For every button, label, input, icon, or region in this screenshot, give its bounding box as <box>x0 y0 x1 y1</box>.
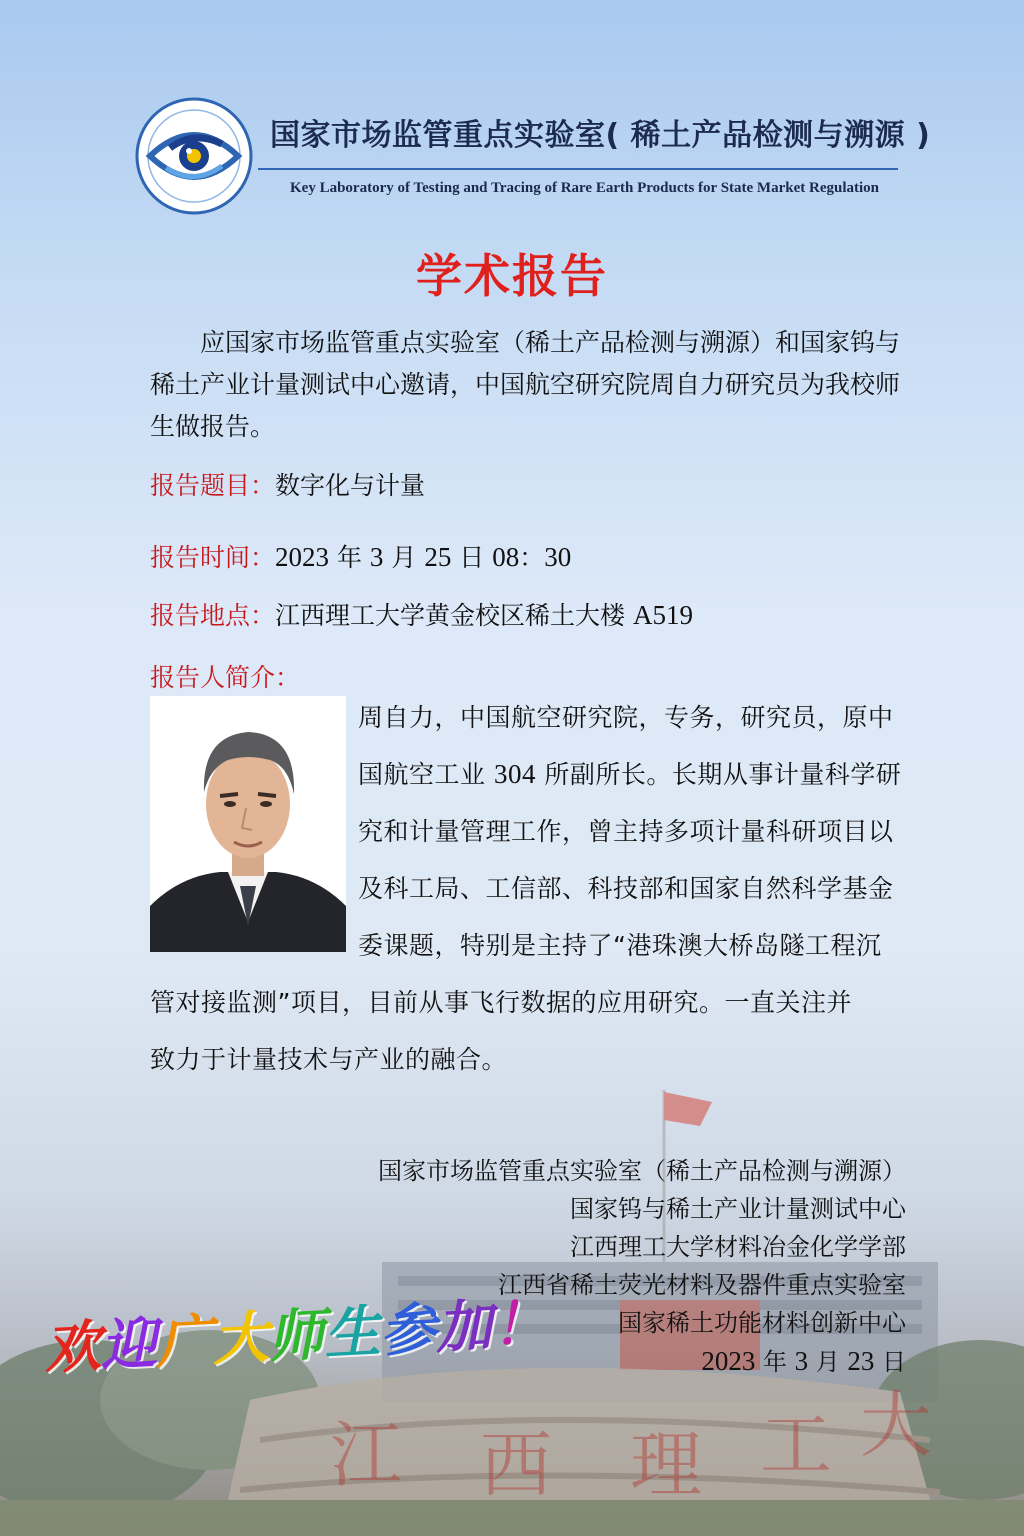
bio-line: 究和计量管理工作，曾主持多项计量科研项目以 <box>358 817 894 846</box>
bio-line: 管对接监测”项目，目前从事飞行数据的应用研究。一直关注并 <box>150 988 852 1017</box>
speaker-photo <box>150 696 346 952</box>
signature-line: 国家钨与稀土产业计量测试中心 <box>570 1195 906 1223</box>
bio-label: 报告人简介： <box>150 663 301 692</box>
svg-text:江: 江 <box>330 1413 403 1497</box>
speaker-portrait-icon <box>150 696 346 952</box>
welcome-char: 广 <box>154 1308 215 1377</box>
page-title: 学术报告 <box>416 249 608 303</box>
bio-line: 及科工局、工信部、科技部和国家自然科学基金 <box>358 874 894 903</box>
welcome-char: ！ <box>490 1290 550 1359</box>
svg-text:大: 大 <box>860 1383 933 1467</box>
time-row <box>150 538 571 574</box>
svg-text:理: 理 <box>630 1423 703 1507</box>
place-value: 江西理工大学黄金校区稀土大楼 A519 <box>275 600 693 630</box>
welcome-char: 加 <box>434 1293 494 1362</box>
bio-line: 国航空工业 304 所副所长。长期从事计量科学研 <box>358 759 902 789</box>
bio-line: 委课题，特别是主持了“港珠澳大桥岛隧工程沉 <box>358 931 882 960</box>
topic-value: 数字化与计量 <box>275 471 426 500</box>
welcome-char: 师 <box>266 1302 326 1371</box>
svg-text:工: 工 <box>760 1403 833 1487</box>
intro-paragraph: 应国家市场监管重点实验室（稀土产品检测与溯源）和国家钨与稀土产业计量测试中心邀请，中国航空研究院周自力研究员为我校师生做报告。 <box>150 328 901 441</box>
place-label: 报告地点： <box>150 601 276 630</box>
topic-label: 报告题目： <box>150 471 276 500</box>
signature-date: 2023 年 3 月 23 日 <box>701 1346 906 1376</box>
welcome-char: 大 <box>210 1305 270 1374</box>
signature-line: 江西理工大学材料冶金化学学部 <box>570 1233 906 1261</box>
welcome-char: 参 <box>378 1296 438 1365</box>
svg-text:西: 西 <box>480 1423 553 1507</box>
eye-logo-icon <box>130 96 258 216</box>
bio-line: 周自力，中国航空研究院，专务，研究员，原中 <box>358 703 894 732</box>
place-row <box>150 596 693 632</box>
header-divider <box>258 168 898 170</box>
time-label: 报告时间： <box>150 543 276 572</box>
time-value: 2023 年 3 月 25 日 08：30 <box>275 542 572 572</box>
header <box>130 96 931 216</box>
bio-row <box>150 658 300 694</box>
org-name-en: Key Laboratory of Testing and Tracing of Rare Earth Products for State Market Regulation <box>290 180 879 196</box>
topic-row <box>150 466 425 502</box>
org-name-cn: 国家市场监管重点实验室( 稀土产品检测与溯源 ) <box>270 118 931 153</box>
welcome-char: 生 <box>322 1299 382 1368</box>
bio-line: 致力于计量技术与产业的融合。 <box>150 1045 508 1074</box>
signature-line: 国家稀土功能材料创新中心 <box>618 1309 906 1337</box>
welcome-char: 迎 <box>98 1311 159 1380</box>
signature-line: 江西省稀土荧光材料及器件重点实验室 <box>498 1271 906 1299</box>
welcome-char: 欢 <box>42 1314 103 1383</box>
signature-line: 国家市场监管重点实验室（稀土产品检测与溯源） <box>378 1157 906 1185</box>
